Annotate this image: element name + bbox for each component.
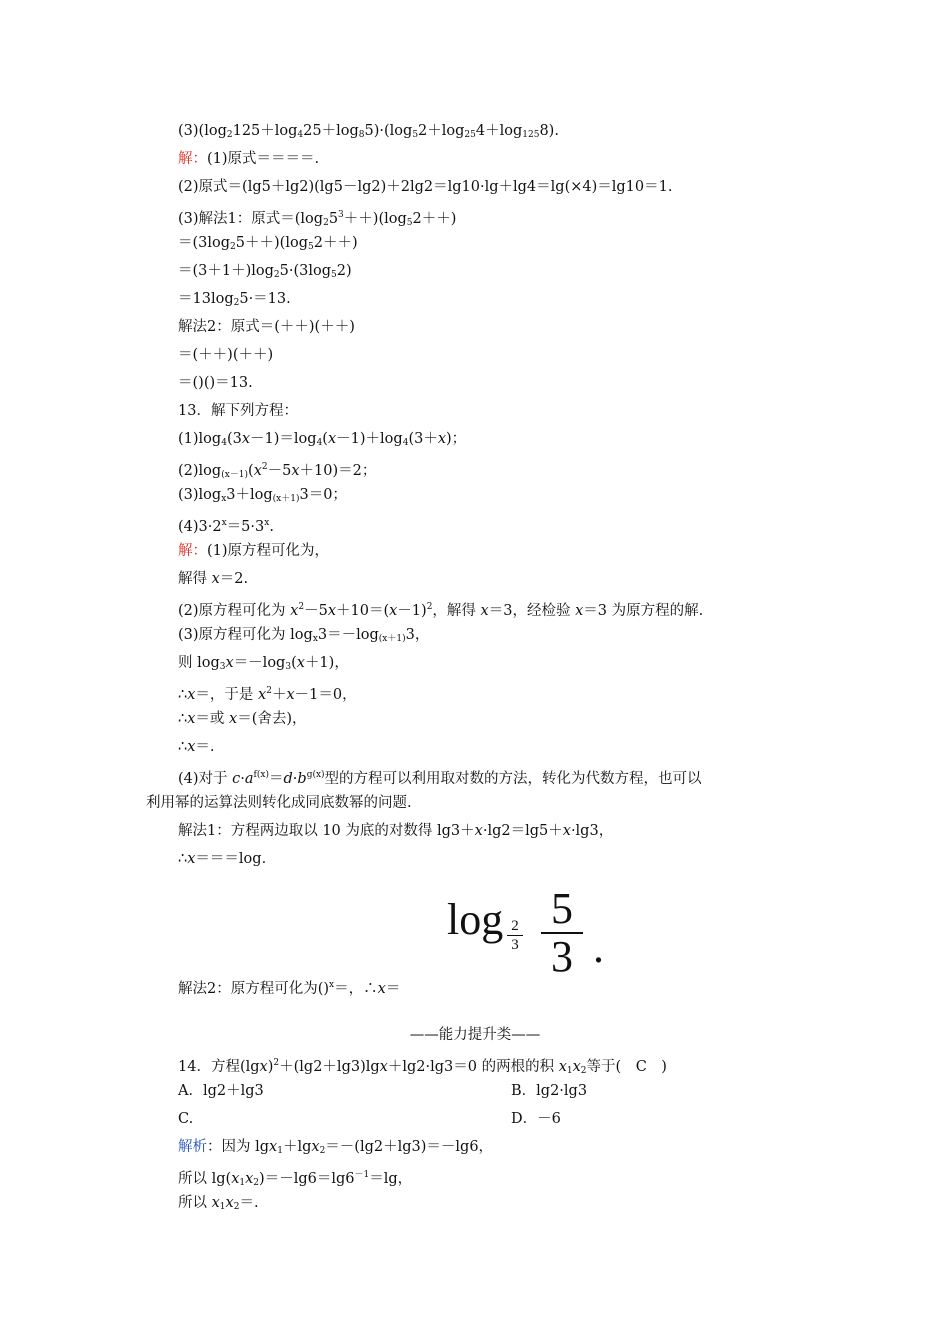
solution-2: (2)原式＝(lg5＋lg2)(lg5－lg2)＋2lg2＝lg10·lg＋lg4＝lg(×4)＝lg10＝1. — [178, 179, 673, 195]
solution-13-2: (2)原方程可化为 $x^2-5x+10=(x-1)^2$，解得 x＝3，经检验 x＝3 为原方程的解. — [178, 602, 704, 619]
solution-13-4-method1: 解法1：方程两边取以 10 为底的对数得 lg3＋x·lg2＝lg5＋x·lg3， — [178, 823, 614, 839]
problem-13-1: $(1)\log_4(3x-1)=\log_4(x-1)+\log_4(3+x)$； — [178, 431, 467, 448]
solution-3-method1: (3)解法1：原式$=(\log_25^3++)(\log_52++)$ — [178, 210, 457, 228]
option-b: B．lg2·lg3 — [511, 1083, 588, 1099]
option-d: D．－6 — [511, 1111, 561, 1127]
solution-3-step4: $=13\log_25\cdot=13$. — [178, 291, 291, 308]
solution-13-4-method2: 解法2：原方程可化为()$^x$＝，∴x＝ — [178, 980, 401, 997]
solution-1: 解：(1)原式＝＝＝＝. — [178, 151, 320, 167]
solution-13-1-result: 解得 x＝2. — [178, 571, 249, 587]
solution-3-method2-step2: ＝(＋＋)(＋＋) — [178, 347, 274, 363]
solution-13-4: (4)对于 $c\cdot a^{f(x)}=d\cdot b^{g(x)}$型的方程可以利用取对数的方法，转化为代数方程，也可以 — [178, 770, 702, 787]
analysis-label: 解析 — [178, 1139, 207, 1155]
solution-3-method2: 解法2：原式＝(＋＋)(＋＋) — [178, 319, 355, 335]
solution-13-1: 解：(1)原方程可化为， — [178, 543, 330, 559]
section-heading: ——能力提升类—— — [409, 1027, 541, 1043]
solution-13-4-cont: 利用幂的运算法则转化成同底数幂的问题. — [146, 795, 412, 811]
solution-3-step2: $=(3\log_25++)(\log_52++)$ — [178, 235, 358, 252]
analysis-14-step3: 所以 $x_1x_2=$. — [178, 1195, 259, 1212]
solution-label: 解： — [178, 543, 207, 559]
problem-13-2: $(2)\log_{(x-1)}(x^2-5x+10)=2$； — [178, 462, 377, 480]
problem-14: 14．方程$(\lg x)^2+(\lg 2+\lg 3)\lg x+\lg 2\cdot\lg 3=0$ 的两根的积 $x_1x_2$等于( C ) — [178, 1058, 667, 1076]
solution-13-3-step5: ∴x＝. — [178, 739, 215, 755]
problem-13-title: 13．解下列方程： — [178, 403, 298, 419]
solution-13-4-method1-result: ∴x＝＝＝log. — [178, 851, 267, 867]
solution-3-step3: $=(3+1+)\log_25\cdot(3\log_52)$ — [178, 263, 352, 280]
solution-13-3-step2: 则 $\log_3x=-\log_3(x+1)$， — [178, 655, 349, 672]
option-c: C. — [178, 1111, 194, 1127]
analysis-14-step2: 所以 $\lg(x_1x_2)=-\lg 6=\lg 6^{-1}=\lg$， — [178, 1170, 413, 1188]
problem-13-4: $(4)3\cdot 2^x=5\cdot 3^x$. — [178, 518, 274, 535]
base-fraction: 2 3 — [507, 918, 523, 953]
solution-13-3-step4: ∴x＝或 x＝(舍去)， — [178, 711, 307, 727]
analysis-14: 解析：因为 lgx$_1$＋lgx$_2$＝－(lg2＋lg3)＝－lg6， — [178, 1139, 494, 1156]
option-a: A．lg2＋lg3 — [178, 1083, 264, 1099]
solution-label: 解： — [178, 151, 207, 167]
solution-3-method2-step3: ＝()()＝13. — [178, 375, 253, 391]
problem-13-3: $(3)\log_x3+\log_{(x+1)}3=0$； — [178, 487, 347, 504]
solution-13-3-step3: ∴x＝，于是 $x^2+x-1=0$， — [178, 686, 357, 703]
solution-13-3: (3)原方程可化为 $\log_x3=-\log_{(x+1)}3$， — [178, 627, 430, 644]
line-problem-3: $(3)(\log_2125+\log_425+\log_85)\cdot(\log_52+\log_{25}4+\log_{125}8)$. — [178, 123, 559, 140]
argument-fraction: 5 3 — [541, 888, 583, 978]
